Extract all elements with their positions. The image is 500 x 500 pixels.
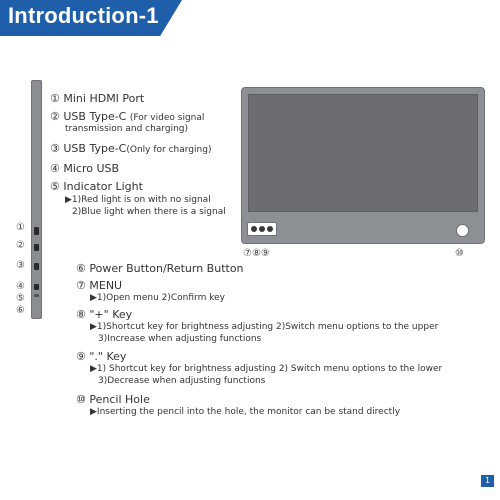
item-pencil-hole-sub: ▶Inserting the pencil into the hole, the monitor can be stand directly bbox=[90, 407, 401, 417]
side-label-1: ① bbox=[16, 222, 25, 233]
micro-usb-port bbox=[34, 284, 39, 290]
button-labels: ⑦⑧⑨ bbox=[243, 248, 270, 259]
item-plus-key-sub-1: ▶1)Shortcut key for brightness adjusting 2)Switch menu options to the upper bbox=[90, 322, 439, 332]
plus-key bbox=[259, 226, 265, 232]
item-power-button: ⑥ Power Button/Return Button bbox=[76, 262, 244, 275]
minus-key bbox=[267, 226, 273, 232]
item-indicator-sub-2: 2)Blue light when there is a signal bbox=[72, 207, 226, 217]
usb-c-port-video bbox=[34, 244, 39, 251]
side-label-5: ⑤ bbox=[16, 293, 25, 304]
pencil-hole bbox=[456, 224, 469, 237]
item-indicator-light: ⑤ Indicator Light bbox=[50, 180, 143, 193]
indicator-light bbox=[34, 294, 39, 297]
side-label-4: ④ bbox=[16, 281, 25, 292]
item-minus-key-sub-2: 3)Decrease when adjusting functions bbox=[98, 376, 266, 386]
item-mini-hdmi: ① Mini HDMI Port bbox=[50, 92, 145, 105]
monitor-front-view bbox=[241, 87, 485, 244]
item-minus-key: ⑨ "." Key bbox=[76, 350, 127, 363]
page-title: Introduction-1 bbox=[8, 3, 159, 28]
button-panel bbox=[247, 222, 277, 236]
item-plus-key: ⑧ "+" Key bbox=[76, 308, 133, 321]
hole-label: ⑩ bbox=[455, 248, 464, 259]
item-menu-sub: ▶1)Open menu 2)Confirm key bbox=[90, 293, 225, 303]
item-usb-c-video: ② USB Type-C (For video signal bbox=[50, 110, 205, 123]
item-usb-c-charging: ③ USB Type-C(Only for charging) bbox=[50, 142, 212, 155]
usb-c-port-charging bbox=[34, 263, 39, 270]
side-label-3: ③ bbox=[16, 260, 25, 271]
side-label-2: ② bbox=[16, 240, 25, 251]
side-label-6: ⑥ bbox=[16, 305, 25, 316]
page-number: 1 bbox=[481, 475, 494, 487]
item-micro-usb: ④ Micro USB bbox=[50, 162, 120, 175]
item-menu: ⑦ MENU bbox=[76, 279, 123, 292]
item-pencil-hole: ⑩ Pencil Hole bbox=[76, 393, 150, 406]
menu-button bbox=[251, 226, 257, 232]
monitor-screen bbox=[248, 94, 478, 212]
item-indicator-sub-1: ▶1)Red light is on with no signal bbox=[65, 195, 211, 205]
item-minus-key-sub-1: ▶1) Shortcut key for brightness adjusting 2) Switch menu options to the lower bbox=[90, 364, 443, 374]
mini-hdmi-port bbox=[34, 227, 39, 235]
item-plus-key-sub-2: 3)Increase when adjusting functions bbox=[98, 334, 262, 344]
item-usb-c-video-sub: transmission and charging) bbox=[65, 124, 188, 134]
monitor-side-view bbox=[31, 80, 42, 319]
